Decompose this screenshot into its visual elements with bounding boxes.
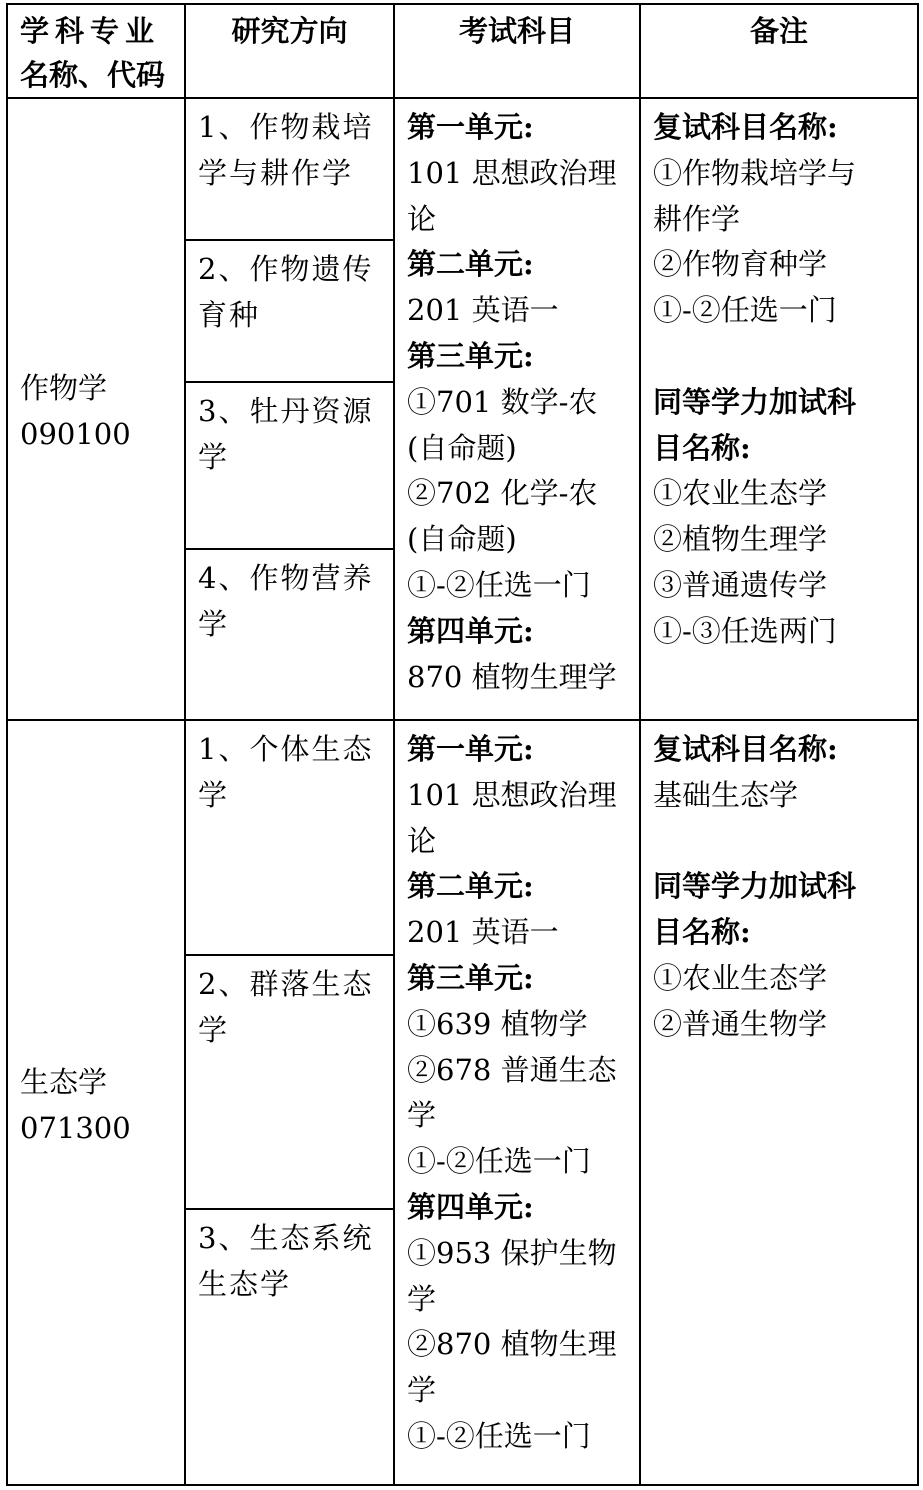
cell-line: ②普通生物学: [653, 1006, 828, 1041]
major-code: 090100: [20, 417, 131, 451]
header-subjects: 考试科目: [394, 4, 640, 98]
cell-line: [653, 819, 907, 865]
cell-line: 第四单元:: [407, 1189, 534, 1224]
cell-line: 201 英语一: [407, 915, 559, 950]
cell-line: 第三单元:: [407, 338, 534, 373]
cell-line: ②678 普通生态: [407, 1052, 617, 1087]
header-notes: 备注: [640, 4, 918, 98]
direction-line: 3、牡丹资源: [198, 394, 374, 428]
cell-line: 论: [407, 201, 437, 236]
direction-line: 生态学: [198, 1266, 292, 1301]
cell-line: ①953 保护生物: [407, 1235, 617, 1270]
cell-line: 同等学力加试科: [653, 384, 857, 419]
cell-line: ①-②任选一门: [653, 293, 837, 328]
direction-cell: [185, 1209, 394, 1485]
direction-line: 4、作物营养: [198, 561, 374, 595]
cell-line: 第三单元:: [407, 960, 534, 995]
cell-line: ①农业生态学: [653, 476, 828, 511]
direction-line: 1、作物栽培: [198, 110, 374, 144]
cell-line: 目名称:: [653, 430, 751, 465]
subjects-list: [407, 105, 629, 700]
cell-line: (自命题): [407, 522, 517, 557]
cell-line: ②作物育种学: [653, 247, 828, 282]
cell-line: 耕作学: [653, 201, 741, 236]
direction-line: 学与耕作学: [198, 155, 354, 190]
cell-line: 基础生态学: [653, 777, 799, 812]
major-name: 作物学: [20, 371, 108, 406]
cell-line: 第四单元:: [407, 613, 534, 648]
cell-line: 论: [407, 823, 437, 858]
cell-line: ③普通遗传学: [653, 567, 828, 602]
major-code: 071300: [20, 1110, 131, 1145]
cell-line: 101 思想政治理: [407, 155, 617, 190]
direction-line: 2、作物遗传: [198, 252, 374, 286]
notes-list: [653, 105, 907, 655]
direction-line: 学: [198, 439, 230, 474]
direction-line: 育种: [198, 297, 261, 332]
cell-line: (自命题): [407, 430, 517, 465]
direction-line: 学: [198, 1012, 230, 1047]
header-row: [7, 4, 918, 98]
header-major-line1: 学科专业: [20, 14, 161, 48]
cell-line: 学: [407, 1281, 437, 1316]
direction-cell: [185, 720, 394, 955]
subjects-cell: [394, 98, 640, 720]
cell-line: 第一单元:: [407, 110, 534, 144]
cell-line: 第二单元:: [407, 247, 534, 282]
direction-line: 学: [198, 606, 230, 641]
table-row: [7, 98, 918, 240]
cell-line: ①-②任选一门: [407, 1418, 591, 1453]
cell-line: 201 英语一: [407, 293, 559, 328]
header-major: [7, 4, 185, 98]
direction-line: 学: [198, 777, 230, 812]
major-cell: [7, 720, 185, 1485]
cell-line: ①701 数学-农: [407, 384, 598, 419]
major-cell: [7, 98, 185, 720]
notes-cell: [640, 98, 918, 720]
cell-line: ②植物生理学: [653, 522, 828, 557]
cell-line: 复试科目名称:: [653, 732, 838, 766]
cell-line: ①-③任选两门: [653, 613, 837, 648]
notes-cell: [640, 720, 918, 1485]
cell-line: 第二单元:: [407, 869, 534, 904]
cell-line: 870 植物生理学: [407, 659, 617, 694]
header-direction: 研究方向: [185, 4, 394, 98]
cell-line: ①-②任选一门: [407, 1144, 591, 1179]
notes-list: [653, 727, 907, 1048]
direction-cell: [185, 382, 394, 549]
cell-line: [653, 334, 907, 380]
cell-line: ①-②任选一门: [407, 567, 591, 602]
cell-line: ①639 植物学: [407, 1006, 588, 1041]
header-major-line2: 名称、代码: [20, 58, 166, 92]
direction-cell: [185, 240, 394, 382]
cell-line: 同等学力加试科: [653, 869, 857, 904]
direction-cell: [185, 955, 394, 1209]
cell-line: 目名称:: [653, 915, 751, 950]
direction-cell: [185, 549, 394, 720]
direction-line: 3、生态系统: [198, 1221, 374, 1255]
cell-line: ②870 植物生理: [407, 1327, 617, 1362]
cell-line: 第一单元:: [407, 732, 534, 766]
cell-line: 学: [407, 1098, 437, 1133]
major-name: 生态学: [20, 1064, 108, 1099]
cell-line: 101 思想政治理: [407, 777, 617, 812]
cell-line: ①农业生态学: [653, 960, 828, 995]
cell-line: 学: [407, 1373, 437, 1408]
subjects-list: [407, 727, 629, 1460]
admission-subjects-table: [6, 3, 919, 1486]
subjects-cell: [394, 720, 640, 1485]
table-row: [7, 720, 918, 955]
cell-line: ①作物栽培学与: [653, 155, 857, 190]
cell-line: 复试科目名称:: [653, 110, 838, 144]
direction-line: 2、群落生态: [198, 967, 374, 1001]
direction-cell: [185, 98, 394, 240]
direction-line: 1、个体生态: [198, 732, 374, 766]
cell-line: ②702 化学-农: [407, 476, 598, 511]
